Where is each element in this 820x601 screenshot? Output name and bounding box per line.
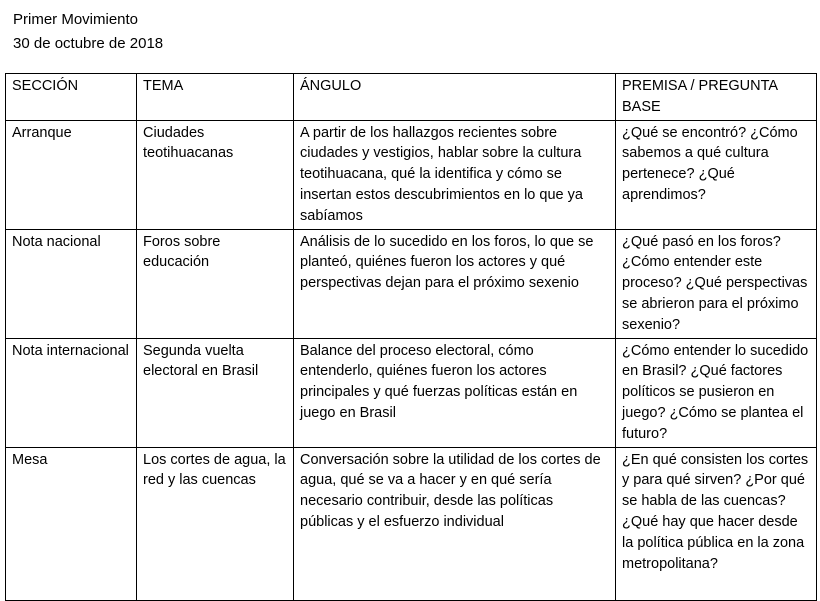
- cell-tema: Los cortes de agua, la red y las cuencas: [137, 447, 294, 600]
- header-seccion: SECCIÓN: [6, 74, 137, 121]
- document-date: 30 de octubre de 2018: [13, 35, 164, 52]
- document-header: [13, 8, 163, 56]
- table-row: [6, 338, 817, 447]
- cell-tema: Foros sobre educación: [137, 229, 294, 338]
- header-premisa: PREMISA / PREGUNTA BASE: [616, 74, 817, 121]
- table-header: [6, 74, 817, 121]
- table-row: [6, 229, 817, 338]
- cell-premisa: ¿Qué pasó en los foros? ¿Cómo entender este proceso? ¿Qué perspectivas se abrieron para el próximo sexenio?: [616, 229, 817, 338]
- cell-angulo: Balance del proceso electoral, cómo entenderlo, quiénes fueron los actores principales y qué fuerzas políticas están en juego en Brasil: [294, 338, 616, 447]
- cell-angulo: Análisis de lo sucedido en los foros, lo que se planteó, quiénes fueron los actores y qué perspectivas dejan para el próximo sexenio: [294, 229, 616, 338]
- table-body: [6, 120, 817, 600]
- cell-seccion: Nota nacional: [6, 229, 137, 338]
- table-header-row: [6, 74, 817, 121]
- header-angulo: ÁNGULO: [294, 74, 616, 121]
- cell-premisa: ¿Qué se encontró? ¿Cómo sabemos a qué cultura pertenece? ¿Qué aprendimos?: [616, 120, 817, 229]
- cell-premisa: ¿En qué consisten los cortes y para qué sirven? ¿Por qué se habla de las cuencas? ¿Qué hay que hacer desde la política pública en la zona metropolitana?: [616, 447, 817, 600]
- program-table: [5, 73, 817, 601]
- cell-tema: Ciudades teotihuacanas: [137, 120, 294, 229]
- cell-angulo: A partir de los hallazgos recientes sobre ciudades y vestigios, hablar sobre la cultura teotihuacana, qué la identifica y cómo se insertan estos descubrimientos en lo que ya sabíamos: [294, 120, 616, 229]
- cell-premisa: ¿Cómo entender lo sucedido en Brasil? ¿Qué factores políticos se pusieron en juego? ¿Cómo se plantea el futuro?: [616, 338, 817, 447]
- table-row: [6, 120, 817, 229]
- table-row: [6, 447, 817, 600]
- cell-seccion: Nota internacional: [6, 338, 137, 447]
- header-tema: TEMA: [137, 74, 294, 121]
- cell-seccion: Arranque: [6, 120, 137, 229]
- cell-seccion: Mesa: [6, 447, 137, 600]
- cell-angulo: Conversación sobre la utilidad de los cortes de agua, qué se va a hacer y en qué sería necesario contribuir, desde las políticas públicas y el esfuerzo individual: [294, 447, 616, 600]
- document-title: Primer Movimiento: [13, 11, 139, 28]
- cell-tema: Segunda vuelta electoral en Brasil: [137, 338, 294, 447]
